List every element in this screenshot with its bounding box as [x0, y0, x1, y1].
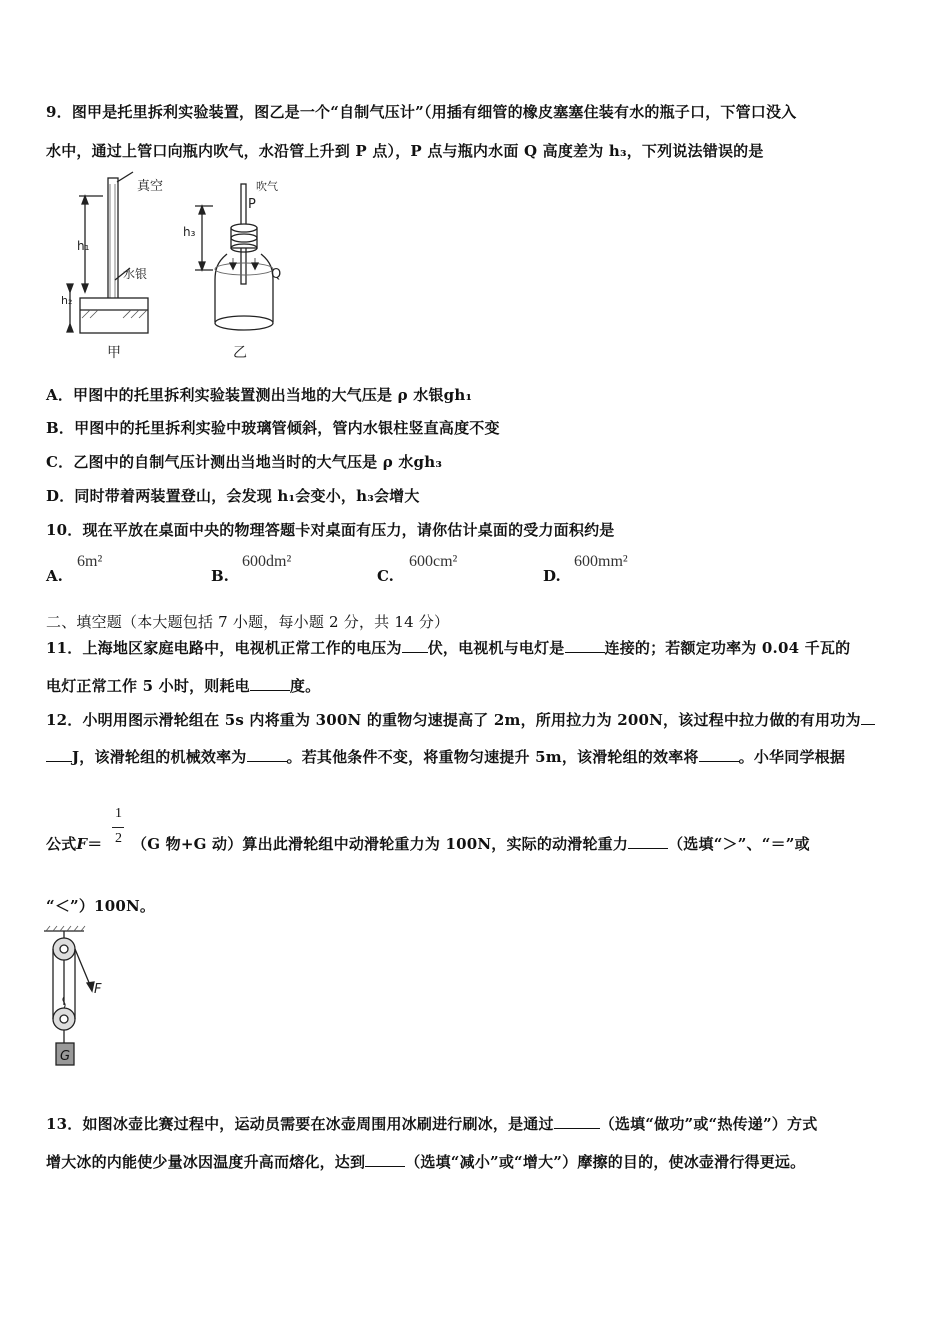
section-heading: 二、填空题（本大题包括 7 小题，每小题 2 分，共 14 分） [46, 613, 450, 631]
force-label: F [94, 982, 102, 997]
q12-line4: “＜”）100N。 [46, 897, 156, 915]
q12-line1 [46, 709, 875, 730]
q12-blank-1a[interactable] [861, 710, 875, 725]
q11-blank-1[interactable] [402, 638, 428, 653]
q13-line2 [46, 1151, 805, 1172]
q11-part4: 电灯正常工作 5 小时，则耗电 [46, 677, 250, 695]
q12-blank-1b[interactable] [46, 747, 72, 762]
caption-jia: 甲 [107, 345, 121, 361]
q11-part3: 连接的；若额定功率为 0.04 千瓦的 [604, 639, 851, 657]
q12-part1: 12．小明用图示滑轮组在 5s 内将重为 300N 的重物匀速提高了 2m，所用拉力为 200N，该过程中拉力做的有用功为 [46, 711, 861, 729]
q12-fraction-bar [112, 827, 124, 828]
q12-part3: 。若其他条件不变，将重物匀速提升 5m，该滑轮组的效率将 [286, 748, 699, 766]
q12-blank-2[interactable] [247, 747, 287, 762]
q13-blank-1[interactable] [554, 1114, 600, 1129]
q10-option-d-value: 600mm² [574, 553, 628, 570]
q12-part4: 。小华同学根据 [738, 748, 846, 766]
h2-label: h₂ [61, 294, 73, 307]
q12-fraction-numerator: 1 [115, 806, 122, 821]
q11-part2: 伏，电视机与电灯是 [427, 639, 565, 657]
q10-option-a-value: 6m² [77, 553, 103, 570]
q12-formula-line [132, 833, 810, 854]
q12-blank-3[interactable] [699, 747, 739, 762]
q12-formula-body: （G 物+G 动）算出此滑轮组中动滑轮重力为 100N，实际的动滑轮重力 [132, 835, 629, 853]
q9-option-a: A．甲图中的托里拆利实验装置测出当地的大气压是 ρ 水银gh₁ [46, 386, 473, 404]
q9-figure [55, 170, 305, 365]
vacuum-label: 真空 [137, 179, 164, 194]
q12-formula-prefix [46, 833, 102, 854]
q12-blank-4[interactable] [628, 834, 668, 849]
q13-part3: 增大冰的内能使少量冰因温度升高而熔化，达到 [46, 1153, 366, 1171]
caption-yi: 乙 [233, 345, 247, 361]
h1-label: h₁ [77, 239, 90, 253]
q10-text: 10．现在平放在桌面中央的物理答题卡对桌面有压力，请你估计桌面的受力面积约是 [46, 521, 615, 539]
q12-pulley-figure [38, 925, 118, 1085]
q13-line1 [46, 1113, 817, 1134]
homemade-barometer [195, 184, 273, 330]
mercury-label: 水银 [123, 267, 148, 281]
q12-fraction-denominator: 2 [115, 831, 122, 846]
q11-blank-2[interactable] [565, 638, 605, 653]
q12-formula-word: 公式 [46, 835, 77, 853]
weight-label: G [60, 1049, 71, 1064]
q13-blank-2[interactable] [365, 1152, 405, 1167]
q11-part5: 度。 [289, 677, 321, 695]
q10-option-a-label: A. [46, 567, 63, 585]
q10-option-b-value: 600dm² [242, 553, 292, 570]
q12-line2 [46, 746, 845, 767]
q12-formula-eq: ＝ [87, 835, 103, 853]
blow-label: 吹气 [256, 180, 278, 193]
q13-part4: （选填“减小”或“增大”）摩擦的目的，使冰壶滑行得更远。 [405, 1153, 806, 1171]
q-label: Q [271, 267, 282, 282]
q10-option-c-label: C. [377, 567, 394, 585]
q10-option-c-value: 600cm² [409, 553, 458, 570]
q9-option-b: B．甲图中的托里拆利实验中玻璃管倾斜，管内水银柱竖直高度不变 [46, 419, 500, 437]
q9-option-c: C．乙图中的自制气压计测出当地当时的大气压是 ρ 水gh₃ [46, 453, 443, 471]
q11-line1 [46, 637, 850, 658]
q11-part1: 11．上海地区家庭电路中，电视机正常工作的电压为 [46, 639, 402, 657]
q12-part2: J，该滑轮组的机械效率为 [72, 748, 247, 766]
q13-part2: （选填“做功”或“热传递”）方式 [599, 1115, 818, 1133]
q13-part1: 13．如图冰壶比赛过程中，运动员需要在冰壶周围用冰刷进行刷冰，是通过 [46, 1115, 554, 1133]
q9-text-line2: 水中，通过上管口向瓶内吹气，水沿管上升到 P 点），P 点与瓶内水面 Q 高度差为 h₃，下列说法错误的是 [46, 142, 764, 160]
q9-option-d: D．同时带着两装置登山，会发现 h₁会变小，h₃会增大 [46, 487, 420, 505]
q11-blank-3[interactable] [250, 676, 290, 691]
h3-label: h₃ [183, 225, 196, 239]
q12-formula-f: F [76, 835, 88, 853]
q10-option-b-label: B. [211, 567, 229, 585]
q12-part5: （选填“＞”、“＝”或 [668, 835, 810, 853]
q9-text-line1: 9．图甲是托里拆利实验装置，图乙是一个“自制气压计”（用插有细管的橡皮塞塞住装有水的瓶子口，下管口没入 [46, 103, 797, 121]
q11-line2 [46, 675, 320, 696]
q10-option-d-label: D. [543, 567, 561, 585]
p-label: P [248, 197, 256, 212]
